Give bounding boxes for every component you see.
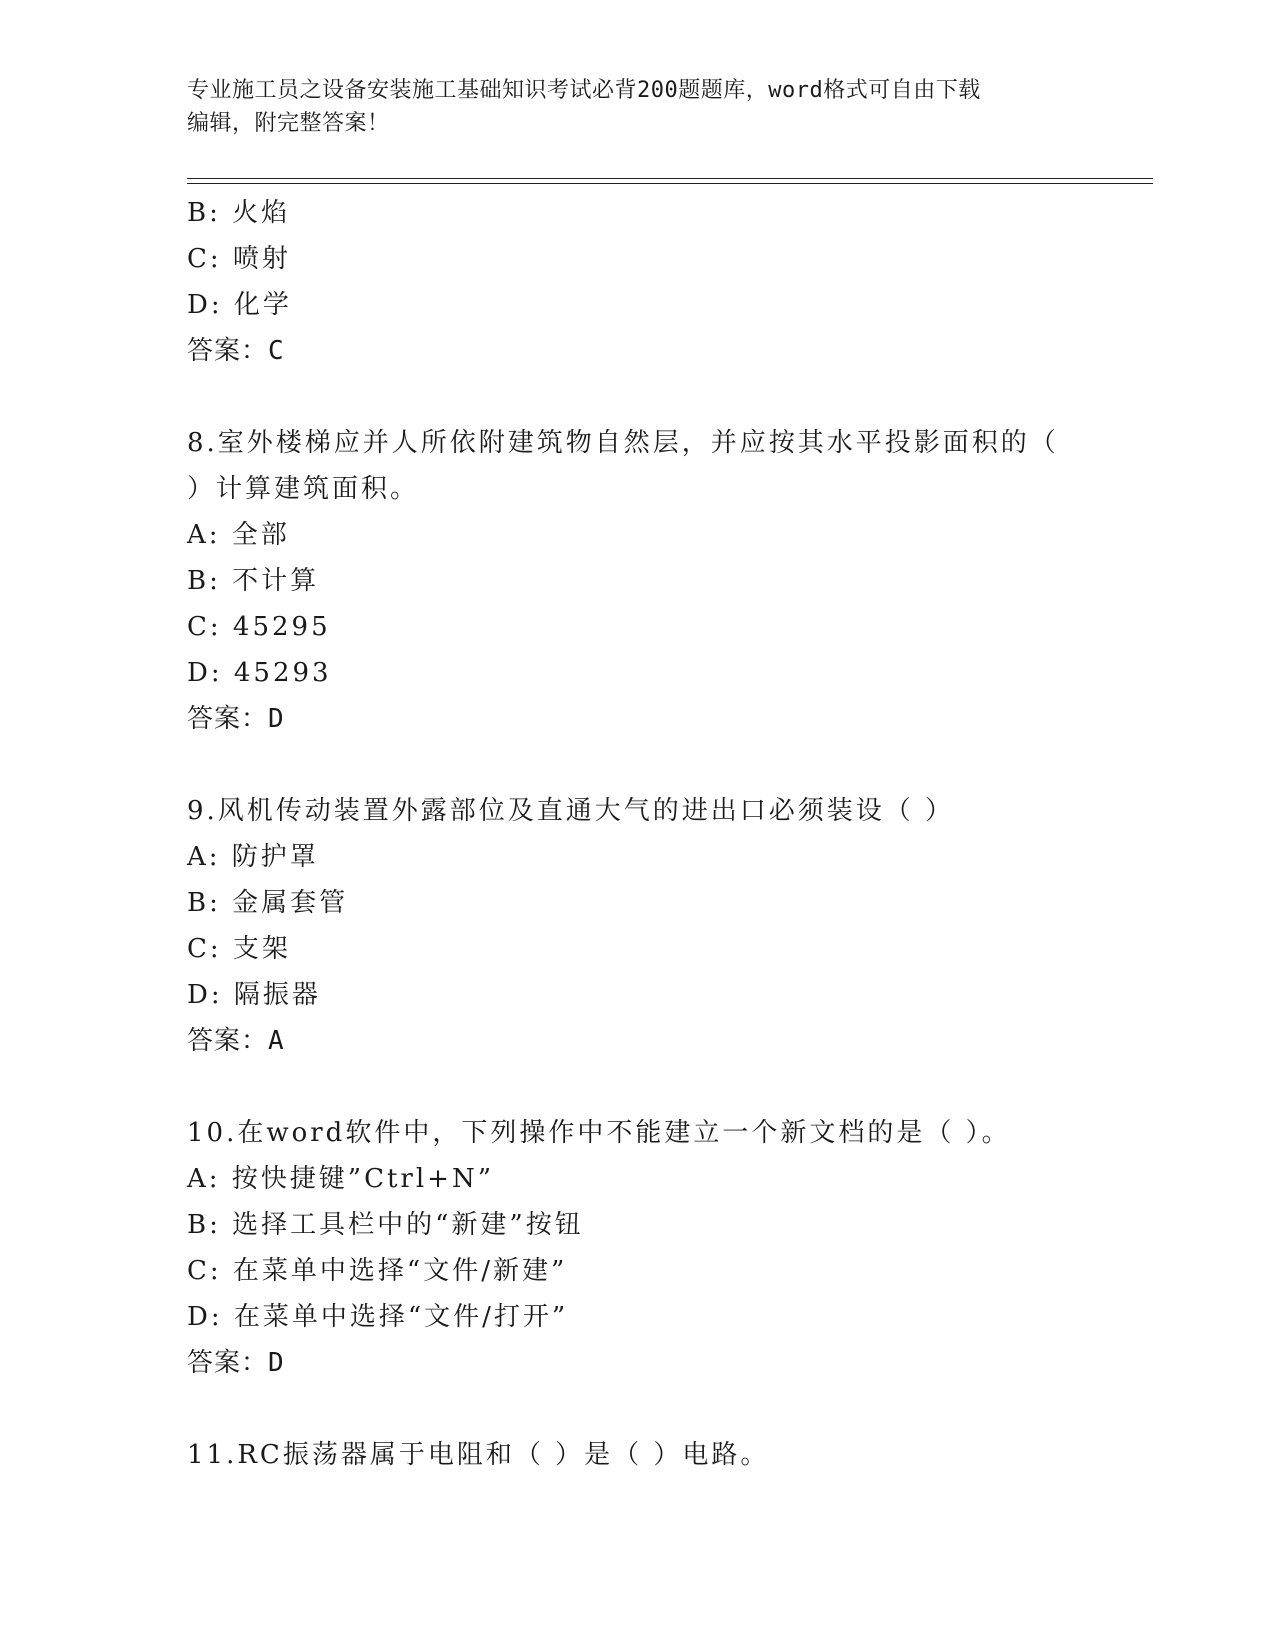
document-header	[187, 74, 1067, 140]
spacer	[187, 1386, 1087, 1432]
question-stem: 11.RC振荡器属于电阻和（ ）是（ ）电路。	[187, 1440, 770, 1470]
spacer	[187, 1064, 1087, 1110]
question-block-10	[187, 1110, 1087, 1386]
header-line-2: 编辑，附完整答案！	[187, 111, 390, 136]
option-c: C: 喷射	[187, 244, 291, 274]
option-d: D: 在菜单中选择“文件/打开”	[187, 1302, 569, 1332]
answer-label: 答案：D	[187, 1348, 285, 1378]
question-block-7	[187, 190, 1087, 374]
header-divider-top	[187, 178, 1153, 179]
option-d: D: 隔振器	[187, 980, 321, 1010]
answer-label: 答案：A	[187, 1026, 285, 1056]
answer-label: 答案：D	[187, 704, 285, 734]
question-list	[187, 190, 1087, 1478]
question-block-8	[187, 420, 1087, 742]
option-a: A: 防护罩	[187, 842, 319, 872]
question-stem: 8.室外楼梯应并人所依附建筑物自然层，并应按其水平投影面积的（	[187, 428, 1059, 458]
question-block-9	[187, 788, 1087, 1064]
option-a: A: 全部	[187, 520, 290, 550]
option-b: B: 金属套管	[187, 888, 349, 918]
header-divider-bottom	[187, 183, 1153, 184]
question-stem-continued: ）计算建筑面积。	[187, 474, 420, 504]
question-stem: 9.风机传动装置外露部位及直通大气的进出口必须装设（ ）	[187, 796, 955, 826]
spacer	[187, 742, 1087, 788]
option-d: D: 45293	[187, 658, 332, 688]
question-block-11	[187, 1432, 1087, 1478]
option-a: A: 按快捷键”Ctrl+N”	[187, 1164, 495, 1194]
option-b: B: 火焰	[187, 198, 291, 228]
question-stem: 10.在word软件中，下列操作中不能建立一个新文档的是（ ）。	[187, 1118, 1011, 1148]
header-line-1: 专业施工员之设备安装施工基础知识考试必背200题题库，word格式可自由下载	[187, 78, 981, 103]
option-c: C: 在菜单中选择“文件/新建”	[187, 1256, 568, 1286]
spacer	[187, 374, 1087, 420]
option-d: D: 化学	[187, 290, 292, 320]
option-b: B: 不计算	[187, 566, 320, 596]
option-b: B: 选择工具栏中的“新建”按钮	[187, 1210, 584, 1240]
option-c: C: 45295	[187, 612, 331, 642]
option-c: C: 支架	[187, 934, 291, 964]
answer-label: 答案：C	[187, 336, 285, 366]
